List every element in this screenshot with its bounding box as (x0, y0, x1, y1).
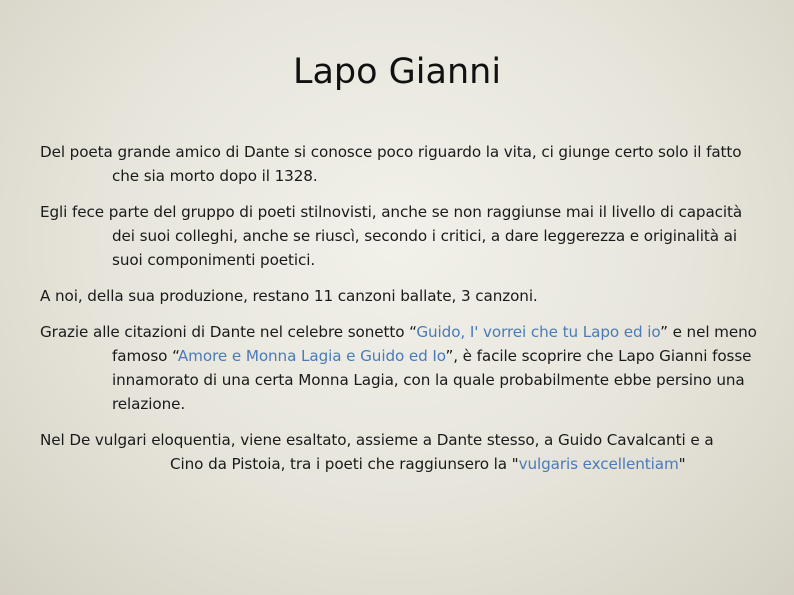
slide-body (40, 140, 760, 488)
text-segment: Cino da Pistoia, tra i poeti che raggiunsero la " (170, 455, 519, 473)
text-segment: ” e nel meno famoso “ (112, 323, 757, 365)
text-segment: " (678, 455, 686, 473)
link-guido-sonnet[interactable]: Guido, I' vorrei che tu Lapo ed io (416, 323, 661, 341)
paragraph-intro: Del poeta grande amico di Dante si conosce poco riguardo la vita, ci giunge certo solo il fatto che sia morto dopo il 1328. (40, 143, 742, 185)
paragraph-production: A noi, della sua produzione, restano 11 canzoni ballate, 3 canzoni. (40, 287, 538, 305)
paragraph-dante-citations (40, 320, 760, 416)
slide-title: Lapo Gianni (292, 52, 502, 92)
paragraph-stilnovisti: Egli fece parte del gruppo di poeti stilnovisti, anche se non raggiunse mai il livello di capacità dei suoi colleghi, anche se riuscì, secondo i critici, a dare leggerezza e originalità ai suoi componimenti poetici. (40, 203, 743, 269)
text-segment: Grazie alle citazioni di Dante nel celebre sonetto “ (40, 323, 417, 341)
text-segment: ”, è facile scoprire che Lapo Gianni fosse innamorato di una certa Monna Lagia, con la quale probabilmente ebbe persino una relazione. (112, 347, 752, 413)
text-segment: Nel De vulgari eloquentia, viene esaltato, assieme a Dante stesso, a Guido Cavalcanti e a (40, 431, 714, 449)
link-vulgaris-excellentiam[interactable]: vulgaris excellentiam (518, 455, 679, 473)
paragraph-vulgari-eloquentia (40, 428, 760, 476)
link-amore-monna-lagia[interactable]: Amore e Monna Lagia e Guido ed Io (177, 347, 446, 365)
